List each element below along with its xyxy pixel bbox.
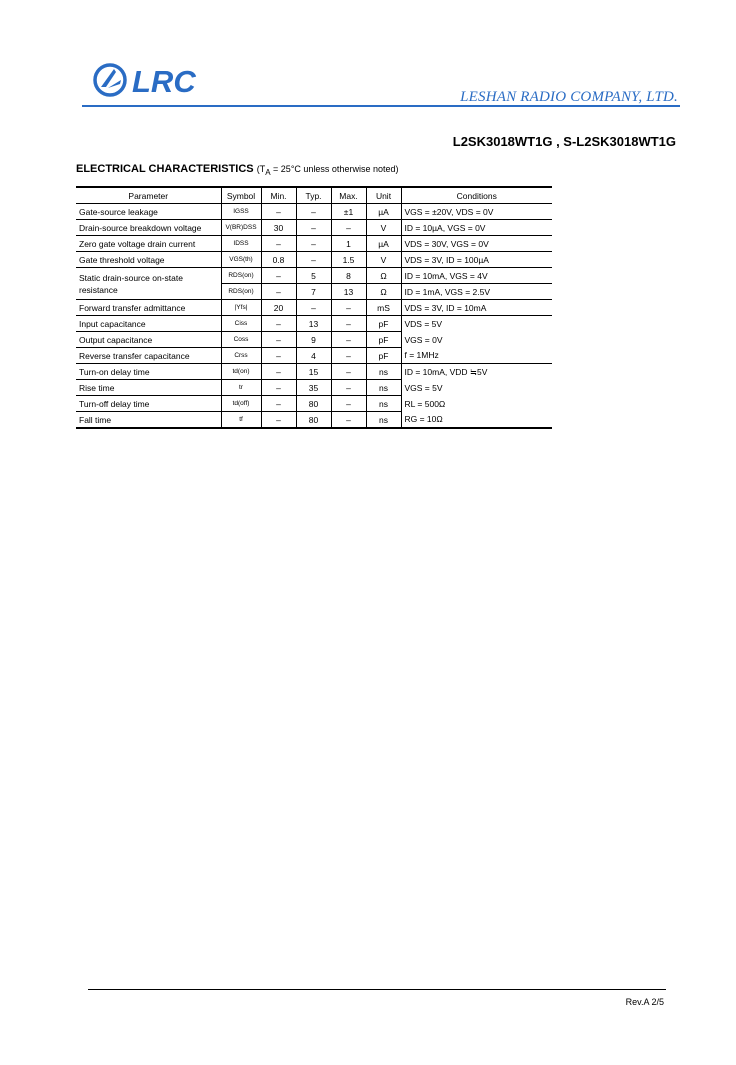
conditions-cell: RG = 10Ω xyxy=(401,412,552,429)
typ-cell: 80 xyxy=(296,396,331,412)
unit-cell: ns xyxy=(366,380,401,396)
unit-cell: pF xyxy=(366,316,401,332)
max-cell: – xyxy=(331,380,366,396)
symbol-cell: Crss xyxy=(221,348,261,364)
max-cell: – xyxy=(331,364,366,380)
unit-cell: µA xyxy=(366,236,401,252)
company-name: LESHAN RADIO COMPANY, LTD. xyxy=(460,89,678,105)
section-heading: ELECTRICAL CHARACTERISTICS xyxy=(76,163,254,175)
max-cell: 1.5 xyxy=(331,252,366,268)
max-cell: – xyxy=(331,332,366,348)
parameter-cell: Zero gate voltage drain current xyxy=(76,236,221,252)
symbol-cell: tf xyxy=(221,412,261,429)
max-cell: 8 xyxy=(331,268,366,284)
typ-cell: 35 xyxy=(296,380,331,396)
min-cell: – xyxy=(261,332,296,348)
unit-cell: V xyxy=(366,220,401,236)
typ-cell: 15 xyxy=(296,364,331,380)
unit-cell: pF xyxy=(366,332,401,348)
max-cell: 1 xyxy=(331,236,366,252)
parameter-cell: Static drain-source on-state resistance xyxy=(76,268,221,300)
typ-cell: 7 xyxy=(296,284,331,300)
max-cell: – xyxy=(331,396,366,412)
max-cell: – xyxy=(331,316,366,332)
parameter-cell: Fall time xyxy=(76,412,221,429)
unit-cell: V xyxy=(366,252,401,268)
column-header: Unit xyxy=(366,187,401,204)
typ-cell: – xyxy=(296,236,331,252)
typ-cell: 4 xyxy=(296,348,331,364)
column-header: Symbol xyxy=(221,187,261,204)
typ-cell: – xyxy=(296,300,331,316)
conditions-cell: VDS = 5V xyxy=(401,316,552,332)
min-cell: – xyxy=(261,348,296,364)
unit-cell: ns xyxy=(366,412,401,429)
table-row xyxy=(76,236,552,252)
symbol-cell: |Yfs| xyxy=(221,300,261,316)
min-cell: – xyxy=(261,396,296,412)
max-cell: – xyxy=(331,412,366,429)
min-cell: 20 xyxy=(261,300,296,316)
parameter-cell: Reverse transfer capacitance xyxy=(76,348,221,364)
min-cell: – xyxy=(261,268,296,284)
conditions-cell: ID = 1mA, VGS = 2.5V xyxy=(401,284,552,300)
typ-cell: 5 xyxy=(296,268,331,284)
typ-cell: 80 xyxy=(296,412,331,429)
symbol-cell: V(BR)DSS xyxy=(221,220,261,236)
conditions-cell: VGS = 0V xyxy=(401,332,552,348)
table-row xyxy=(76,364,552,380)
unit-cell: Ω xyxy=(366,284,401,300)
typ-cell: – xyxy=(296,204,331,220)
symbol-cell: Coss xyxy=(221,332,261,348)
symbol-cell: IDSS xyxy=(221,236,261,252)
max-cell: 13 xyxy=(331,284,366,300)
table-row xyxy=(76,348,552,364)
symbol-cell: RDS(on) xyxy=(221,268,261,284)
parameter-cell: Turn-on delay time xyxy=(76,364,221,380)
min-cell: – xyxy=(261,236,296,252)
min-cell: – xyxy=(261,380,296,396)
unit-cell: ns xyxy=(366,364,401,380)
min-cell: – xyxy=(261,412,296,429)
max-cell: – xyxy=(331,220,366,236)
min-cell: – xyxy=(261,204,296,220)
conditions-cell: ID = 10mA, VDD ≒5V xyxy=(401,364,552,380)
min-cell: – xyxy=(261,364,296,380)
parameter-cell: Output capacitance xyxy=(76,332,221,348)
table-row xyxy=(76,396,552,412)
logo-text: LRC xyxy=(132,64,196,99)
table-row xyxy=(76,252,552,268)
symbol-cell: td(on) xyxy=(221,364,261,380)
conditions-cell: VGS = ±20V, VDS = 0V xyxy=(401,204,552,220)
unit-cell: mS xyxy=(366,300,401,316)
table-row xyxy=(76,332,552,348)
column-header: Max. xyxy=(331,187,366,204)
conditions-cell: ID = 10mA, VGS = 4V xyxy=(401,268,552,284)
symbol-cell: IGSS xyxy=(221,204,261,220)
unit-cell: µA xyxy=(366,204,401,220)
unit-cell: ns xyxy=(366,396,401,412)
parameter-cell: Drain-source breakdown voltage xyxy=(76,220,221,236)
conditions-cell: f = 1MHz xyxy=(401,348,552,364)
parameter-cell: Turn-off delay time xyxy=(76,396,221,412)
symbol-cell: td(off) xyxy=(221,396,261,412)
table-row xyxy=(76,412,552,429)
conditions-cell: RL = 500Ω xyxy=(401,396,552,412)
table-header-row xyxy=(76,187,552,204)
revision-page-number: Rev.A 2/5 xyxy=(625,997,664,1007)
column-header: Min. xyxy=(261,187,296,204)
symbol-cell: RDS(on) xyxy=(221,284,261,300)
min-cell: 0.8 xyxy=(261,252,296,268)
table-row xyxy=(76,316,552,332)
footer-divider xyxy=(88,989,666,990)
min-cell: – xyxy=(261,284,296,300)
parameter-cell: Gate-source leakage xyxy=(76,204,221,220)
column-header: Conditions xyxy=(401,187,552,204)
typ-cell: 9 xyxy=(296,332,331,348)
lrc-logo xyxy=(92,60,216,100)
column-header: Parameter xyxy=(76,187,221,204)
typ-cell: – xyxy=(296,252,331,268)
conditions-cell: VDS = 3V, ID = 100µA xyxy=(401,252,552,268)
parameter-cell: Input capacitance xyxy=(76,316,221,332)
section-title xyxy=(76,163,398,177)
symbol-cell: Ciss xyxy=(221,316,261,332)
max-cell: – xyxy=(331,300,366,316)
conditions-cell: ID = 10µA, VGS = 0V xyxy=(401,220,552,236)
parameter-cell: Rise time xyxy=(76,380,221,396)
unit-cell: Ω xyxy=(366,268,401,284)
electrical-characteristics-table xyxy=(76,186,552,429)
max-cell: ±1 xyxy=(331,204,366,220)
typ-cell: – xyxy=(296,220,331,236)
table-row xyxy=(76,300,552,316)
column-header: Typ. xyxy=(296,187,331,204)
symbol-cell: VGS(th) xyxy=(221,252,261,268)
table-row xyxy=(76,380,552,396)
conditions-cell: VGS = 5V xyxy=(401,380,552,396)
typ-cell: 13 xyxy=(296,316,331,332)
symbol-cell: tr xyxy=(221,380,261,396)
header-divider xyxy=(82,105,680,107)
temperature-note: ($T_A = 25^\circ C$ unless otherwise noted) xyxy=(256,164,399,177)
part-numbers: L2SK3018WT1G , S-L2SK3018WT1G xyxy=(452,134,676,149)
parameter-cell: Gate threshold voltage xyxy=(76,252,221,268)
table-row xyxy=(76,268,552,284)
table-row xyxy=(76,204,552,220)
table-row xyxy=(76,220,552,236)
max-cell: – xyxy=(331,348,366,364)
min-cell: – xyxy=(261,316,296,332)
unit-cell: pF xyxy=(366,348,401,364)
parameter-cell: Forward transfer admittance xyxy=(76,300,221,316)
min-cell: 30 xyxy=(261,220,296,236)
conditions-cell: VDS = 30V, VGS = 0V xyxy=(401,236,552,252)
conditions-cell: VDS = 3V, ID = 10mA xyxy=(401,300,552,316)
